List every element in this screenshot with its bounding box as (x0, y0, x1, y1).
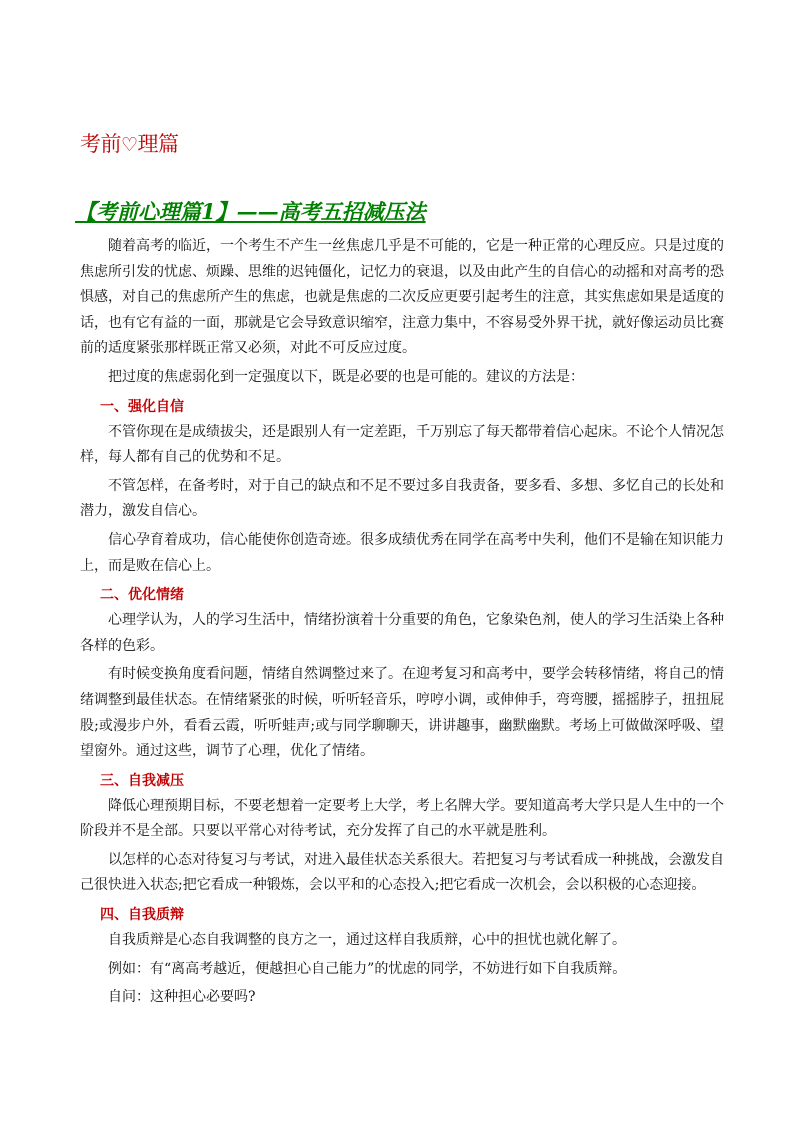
section-heading-self-debate: 四、自我质辩 (100, 907, 184, 924)
confidence-paragraph-3: 信心孕育着成功，信心能使你创造奇迹。很多成绩优秀在同学在高考中失利，他们不是输在知识能力上，而是败在信心上。 (80, 531, 724, 574)
section-heading-stress: 三、自我减压 (100, 772, 184, 789)
confidence-paragraph-1: 不管你现在是成绩拔尖，还是跟别人有一定差距，千万别忘了每天都带着信心起床。不论个人情况怎样，每人都有自己的优势和不足。 (80, 423, 724, 466)
heart-icon: ♡ (121, 134, 138, 156)
emotion-paragraph-1: 心理学认为，人的学习生活中，情绪扮演着十分重要的角色，它象染色剂，使人的学习生活染上各种各样的色彩。 (80, 612, 724, 654)
logo-text-prefix: 考前 (80, 132, 121, 156)
self-debate-paragraph-2: 例如：有“离高考越近，便越担心自己能力”的忧虑的同学，不妨进行如下自我质辩。 (108, 960, 627, 977)
section-logo (80, 128, 179, 158)
stress-paragraph-2: 以怎样的心态对待复习与考试，对进入最佳状态关系很大。若把复习与考试看成一种挑战，会激发自己很快进入状态;把它看成一种锻炼，会以平和的心态投入;把它看成一次机会，会以积极的心态迎接。 (80, 851, 724, 894)
self-debate-paragraph-3: 自问：这种担心必要吗? (108, 989, 256, 1006)
article-title: 【考前心理篇1】——高考五招减压法 (75, 199, 426, 224)
self-debate-paragraph-1: 自我质辩是心态自我调整的良方之一，通过这样自我质辩，心中的担忧也就化解了。 (108, 932, 626, 949)
section-heading-emotion: 二、优化情绪 (100, 587, 184, 604)
stress-paragraph-1: 降低心理预期目标，不要老想着一定要考上大学，考上名牌大学。要知道高考大学只是人生中的一个阶段并不是全部。只要以平常心对待考试，充分发挥了自己的水平就是胜利。 (80, 797, 724, 840)
intro-paragraph-2: 把过度的焦虑弱化到一定强度以下，既是必要的也是可能的。建议的方法是： (108, 368, 584, 385)
section-heading-confidence: 一、强化自信 (100, 398, 184, 415)
emotion-paragraph-2: 有时候变换角度看问题，情绪自然调整过来了。在迎考复习和高考中，要学会转移情绪，将自己的情绪调整到最佳状态。在情绪紧张的时候，听听轻音乐，哼哼小调，或伸伸手，弯弯腰，摇摇脖子，扭扭屁股;或漫步户外，看看云霞，听听蛙声;或与同学聊聊天，讲讲趣事，幽默幽默。考场上可做做深呼吸、望望窗外。通过这些，调节了心理，优化了情绪。 (80, 666, 724, 760)
confidence-paragraph-2: 不管怎样，在备考时，对于自己的缺点和不足不要过多自我责备，要多看、多想、多忆自己的长处和潜力，激发自信心。 (80, 477, 724, 520)
article-body (80, 234, 724, 1014)
logo-text-suffix: 理篇 (137, 132, 179, 156)
intro-paragraph-1: 随着高考的临近，一个考生不产生一丝焦虑几乎是不可能的，它是一种正常的心理反应。只是过度的焦虑所引发的忧虑、烦躁、思维的迟钝僵化，记忆力的衰退，以及由此产生的自信心的动摇和对高考的恐惧感，对自己的焦虑所产生的焦虑，也就是焦虑的二次反应更要引起考生的注意，其实焦虑如果是适度的话，也有它有益的一面，那就是它会导致意识缩窄，注意力集中，不容易受外界干扰，就好像运动员比赛前的适度紧张那样既正常又必须，对此不可反应过度。 (80, 238, 724, 357)
